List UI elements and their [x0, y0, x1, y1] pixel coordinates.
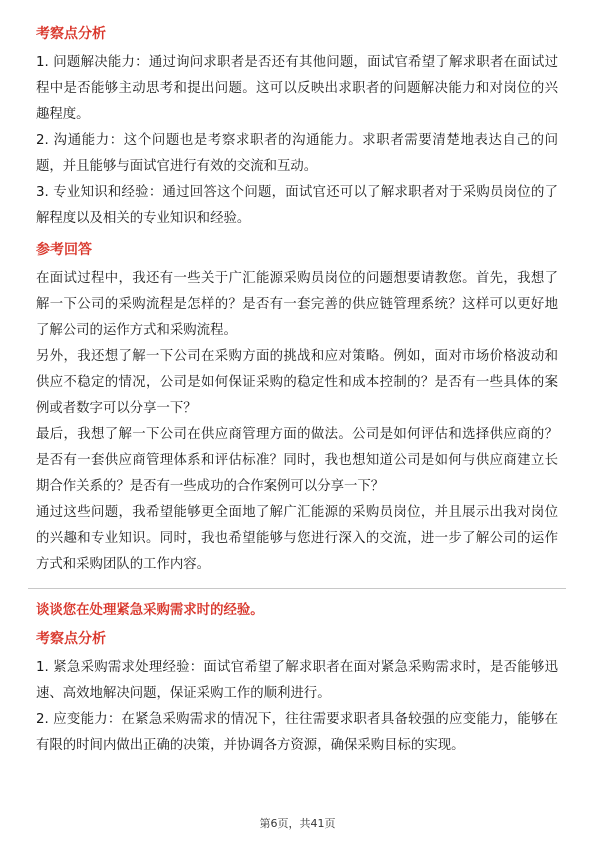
analysis-item: 2. 应变能力：在紧急采购需求的情况下，往往需要求职者具备较强的应变能力，能够在有限的时间内做出正确的决策，并协调各方资源，确保采购目标的实现。 [36, 712, 558, 753]
analysis-item: 2. 沟通能力：这个问题也是考察求职者的沟通能力。求职者需要清楚地表达自己的问题，并且能够与面试官进行有效的交流和互动。 [36, 133, 558, 174]
analysis-heading: 考察点分析 [36, 631, 106, 647]
answer-paragraph: 最后，我想了解一下公司在供应商管理方面的做法。公司是如何评估和选择供应商的？是否有一套供应商管理体系和评估标准？同时，我也想知道公司是如何与供应商建立长期合作关系的？是否有一些成功的合作案例可以分享一下？ [36, 427, 558, 494]
answer-paragraph: 另外，我还想了解一下公司在采购方面的挑战和应对策略。例如，面对市场价格波动和供应不稳定的情况，公司是如何保证采购的稳定性和成本控制的？是否有一些具体的案例或者数字可以分享一下？ [36, 349, 558, 416]
analysis-heading: 考察点分析 [36, 26, 106, 42]
page-number: 第6页，共41页 [259, 817, 336, 830]
answer-paragraph: 通过这些问题，我希望能够更全面地了解广汇能源的采购员岗位，并且展示出我对岗位的兴趣和专业知识。同时，我也希望能够与您进行深入的交流，进一步了解公司的运作方式和采购团队的工作内容。 [36, 505, 558, 572]
page-content [36, 24, 558, 759]
answer-heading: 参考回答 [36, 242, 92, 258]
section-divider [28, 588, 566, 589]
answer-paragraph: 在面试过程中，我还有一些关于广汇能源采购员岗位的问题想要请教您。首先，我想了解一下公司的采购流程是怎样的？是否有一套完善的供应链管理系统？这样可以更好地了解公司的运作方式和采购流程。 [36, 271, 558, 338]
analysis-item: 1. 紧急采购需求处理经验：面试官希望了解求职者在面对紧急采购需求时，是否能够迅速、高效地解决问题，保证采购工作的顺利进行。 [36, 660, 558, 701]
analysis-item: 1. 问题解决能力：通过询问求职者是否还有其他问题，面试官希望了解求职者在面试过程中是否能够主动思考和提出问题。这可以反映出求职者的问题解决能力和对岗位的兴趣程度。 [36, 55, 558, 122]
spacer [36, 232, 558, 240]
analysis-item: 3. 专业知识和经验：通过回答这个问题，面试官还可以了解求职者对于采购员岗位的了解程度以及相关的专业知识和经验。 [36, 185, 558, 226]
interview-question: 谈谈您在处理紧急采购需求时的经验。 [36, 603, 264, 618]
